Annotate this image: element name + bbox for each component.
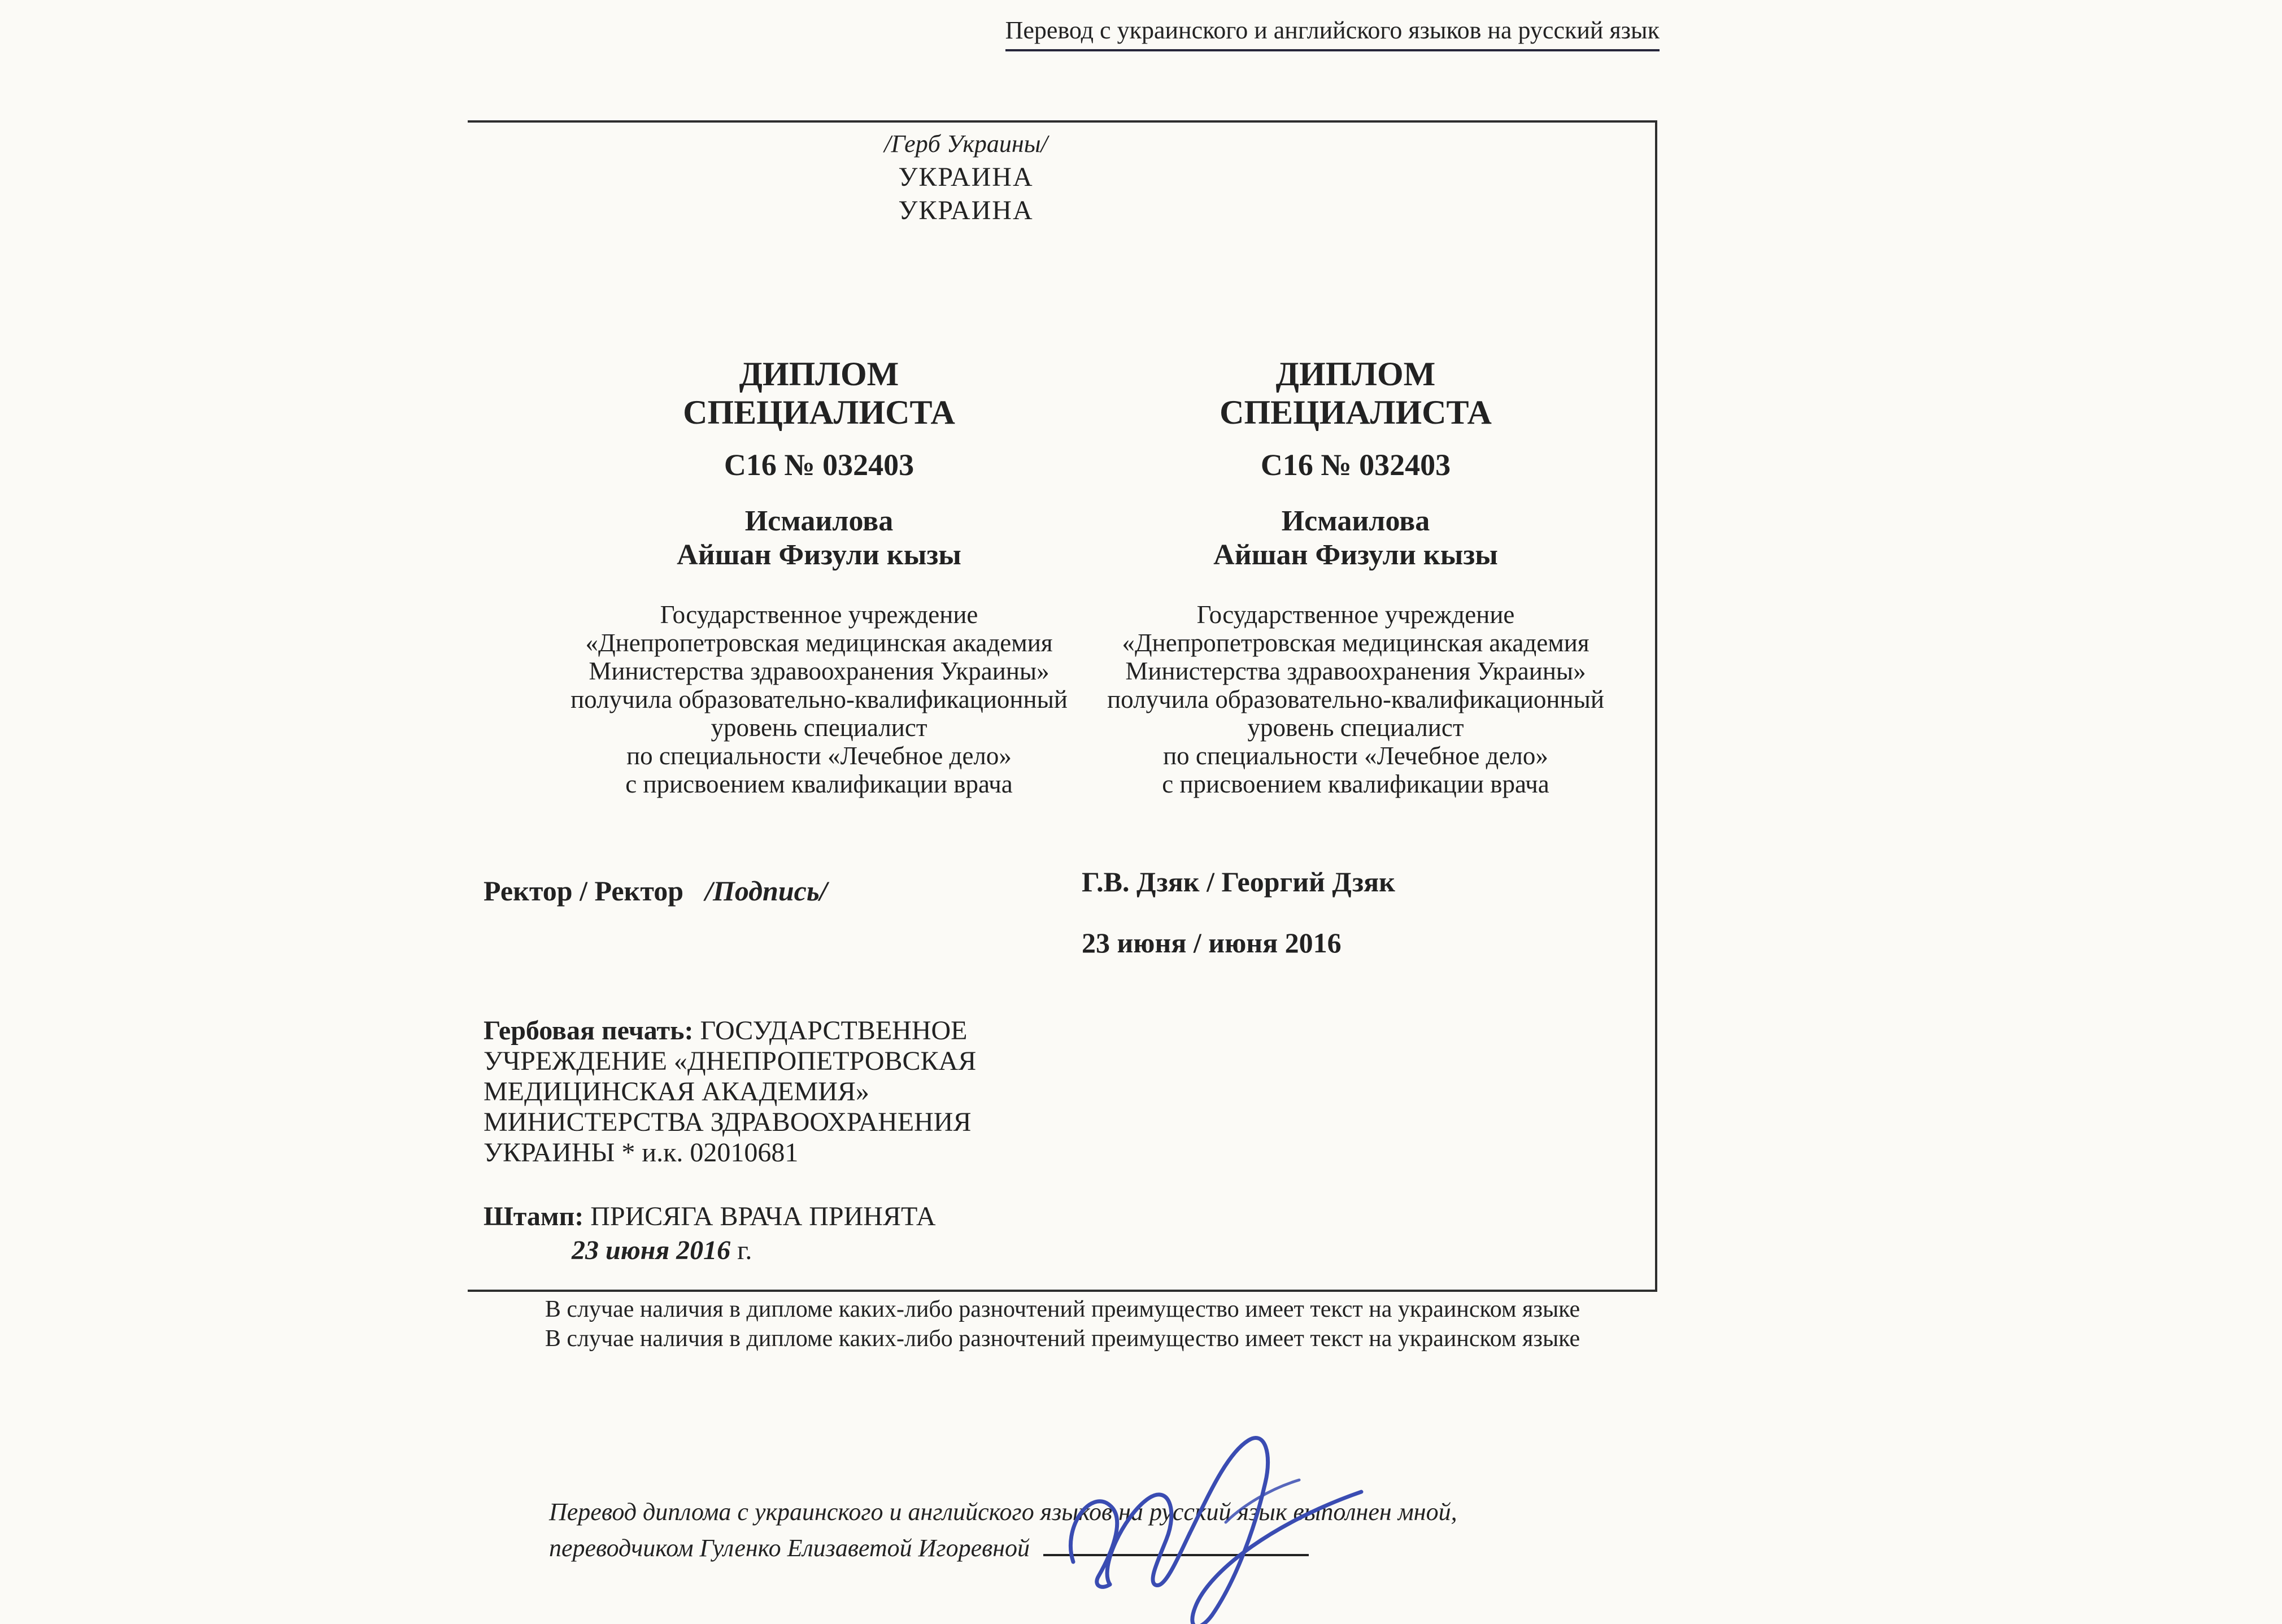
body-line: «Днепропетровская медицинская академия xyxy=(1122,629,1589,657)
stamp-text: ПРИСЯГА ВРАЧА ПРИНЯТА xyxy=(590,1201,936,1231)
body-line: Министерства здравоохранения Украины» xyxy=(589,657,1049,685)
body-line: уровень специалист xyxy=(711,713,927,742)
rector-role-label: Ректор / Ректор xyxy=(484,875,684,907)
body-line: с присвоением квалификации врача xyxy=(1162,770,1549,798)
diploma-body-left xyxy=(508,600,1130,798)
diploma-holder-right xyxy=(1051,504,1661,572)
stamp-date-suffix: г. xyxy=(737,1235,752,1265)
stamp-date: 23 июня 2016 xyxy=(572,1235,731,1265)
diploma-date-translated: 23 июня / июня 2016 xyxy=(1082,927,1342,959)
body-line: Государственное учреждение xyxy=(660,600,978,629)
diploma-title-line1: ДИПЛОМ xyxy=(739,355,899,393)
body-line: уровень специалист xyxy=(1247,713,1464,742)
body-line: получила образовательно-квалификационный xyxy=(1107,685,1604,713)
diploma-title-right xyxy=(1051,355,1661,432)
body-line: получила образовательно-квалификационный xyxy=(570,685,1068,713)
diploma-title-line2: СПЕЦИАЛИСТА xyxy=(1220,394,1492,431)
body-line: Государственное учреждение xyxy=(1196,600,1515,629)
holder-surname: Исмаилова xyxy=(744,505,894,537)
stamp-transcription-line2 xyxy=(572,1235,752,1266)
diploma-number-left: С16 № 032403 xyxy=(724,448,914,482)
discrepancy-notice-line2: В случае наличия в дипломе каких-либо разночтений преимущество имеет текст на украинском языке xyxy=(545,1326,1580,1352)
emblem-block xyxy=(469,128,1463,227)
signature-placeholder-note: /Подпись/ xyxy=(705,875,828,907)
translator-name: переводчиком Гуленко Елизаветой Игоревной xyxy=(549,1534,1030,1562)
diploma-title-left xyxy=(508,355,1130,432)
rector-signature-row xyxy=(484,874,828,907)
seal-label: Гербовая печать: xyxy=(484,1016,694,1046)
seal-line: УКРАИНЫ * и.к. 02010681 xyxy=(484,1138,799,1168)
diploma-holder-left xyxy=(508,504,1130,572)
seal-line xyxy=(484,1016,1127,1046)
seal-line: УЧРЕЖДЕНИЕ «ДНЕПРОПЕТРОВСКАЯ xyxy=(484,1046,977,1076)
translation-direction-heading: Перевод с украинского и английского языков на русский язык xyxy=(1005,16,1660,51)
seal-line: МИНИСТЕРСТВА ЗДРАВООХРАНЕНИЯ xyxy=(484,1107,972,1137)
translator-handwritten-signature xyxy=(1056,1421,1418,1624)
diploma-title-line1: ДИПЛОМ xyxy=(1275,355,1436,393)
translator-statement-line1: Перевод диплома с украинского и английского языков на русский язык выполнен мной, xyxy=(549,1498,1457,1526)
country-name-line2: УКРАИНА xyxy=(898,195,1034,225)
stamp-transcription-line1 xyxy=(484,1201,936,1232)
body-line: по специальности «Лечебное дело» xyxy=(1163,742,1548,770)
rector-name-translated: Г.В. Дзяк / Георгий Дзяк xyxy=(1082,866,1395,898)
body-line: Министерства здравоохранения Украины» xyxy=(1125,657,1586,685)
diploma-number-right: С16 № 032403 xyxy=(1260,448,1451,482)
stamp-label: Штамп: xyxy=(484,1201,584,1231)
diploma-body-right xyxy=(1051,600,1661,798)
official-seal-transcription xyxy=(484,1016,1127,1168)
seal-text: ГОСУДАРСТВЕННОЕ xyxy=(700,1016,968,1046)
holder-given-names: Айшан Физули кызы xyxy=(1213,539,1498,571)
holder-given-names: Айшан Физули кызы xyxy=(677,539,961,571)
seal-line: МЕДИЦИНСКАЯ АКАДЕМИЯ» xyxy=(484,1077,869,1107)
holder-surname: Исмаилова xyxy=(1281,505,1430,537)
body-line: по специальности «Лечебное дело» xyxy=(626,742,1012,770)
body-line: с присвоением квалификации врача xyxy=(625,770,1013,798)
coat-of-arms-note: /Герб Украины/ xyxy=(884,130,1048,158)
country-name-line1: УКРАИНА xyxy=(898,162,1034,192)
discrepancy-notice-line1: В случае наличия в дипломе каких-либо разночтений преимущество имеет текст на украинском языке xyxy=(545,1296,1580,1322)
body-line: «Днепропетровская медицинская академия xyxy=(585,629,1053,657)
diploma-title-line2: СПЕЦИАЛИСТА xyxy=(683,394,955,431)
